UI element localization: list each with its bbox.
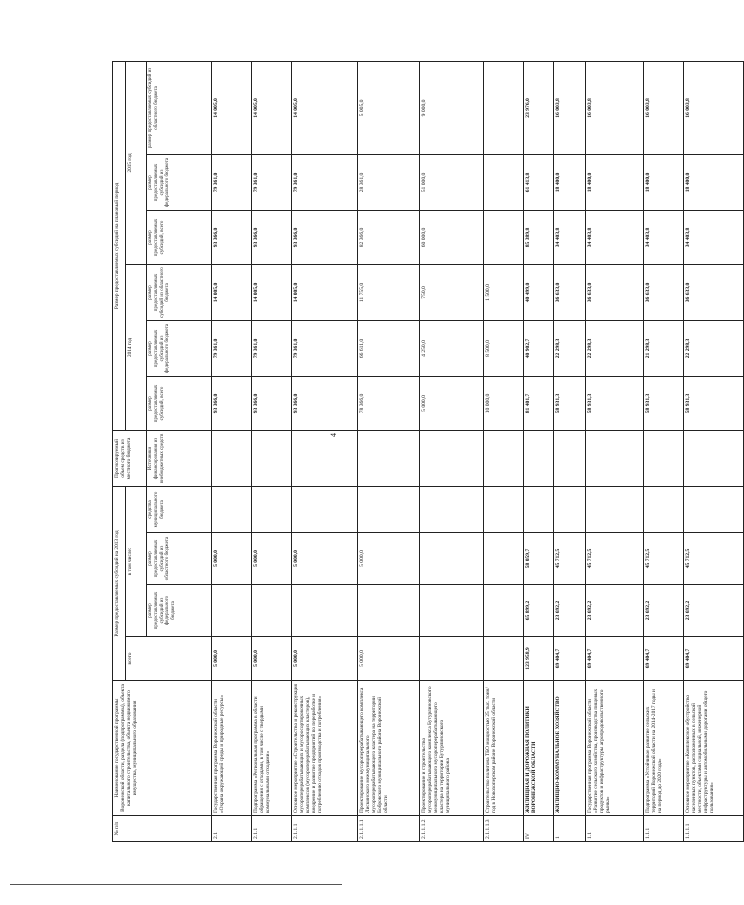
cell-total-2015: 34 403,8 [644,210,684,264]
cell-reg-2015 [484,61,524,154]
cell-total-2014: 58 931,3 [586,376,644,430]
cell-reg-2013: 5 000,0 [292,533,358,585]
cell-total-2015 [484,210,524,264]
footer-rule [10,884,342,885]
cell-fed-2013: 23 692,2 [684,585,744,637]
cell-total-2015: 93 366,0 [292,210,358,264]
header-total: всего [126,637,212,681]
cell-row-name: Проектирование и строительство мусороперерабатывающего комплекса Бутурлиновского межмуниципального мусороперерабатывающего кластера на территории Бутурлиновского муниципального района [420,681,484,816]
table-row [684,61,744,841]
cell-row-number: 1.1.1 [644,816,684,842]
cell-plan-volume [554,430,586,486]
cell-fed-2013: 23 692,2 [644,585,684,637]
cell-fed-2014: 66 611,0 [358,320,420,376]
cell-row-name: ЖИЛИЩНАЯ И ДОРОЖНАЯ ПОЛИТИКИ ВОРОНЕЖСКОЙ ОБЛАСТИ [524,681,554,816]
header-no: № п/п [113,816,212,842]
header-2015: 2015 год [126,61,147,264]
cell-total-2014: 5 000,0 [420,376,484,430]
cell-plan-volume [484,430,524,486]
cell-row-number: 2.1.1.1.1 [358,816,420,842]
header-fed-2015: размер предоставляемых субсидий из федерального бюджета [147,154,212,210]
cell-row-name: Подпрограмма «Устойчивое развитие сельских территорий Воронежской области на 2014-2017 годы и на период до 2020 года» [644,681,684,816]
cell-total-2015: 34 403,8 [684,210,744,264]
cell-fed-2014: 4 250,0 [420,320,484,376]
subsidy-table [112,61,744,842]
cell-reg-2014: 36 633,0 [554,264,586,320]
cell-total-2014: 10 000,0 [484,376,524,430]
cell-total-2013: 123 958,9 [524,637,554,681]
cell-mun-2013 [292,486,358,532]
cell-total-2013: 5 000,0 [212,637,252,681]
cell-reg-2014: 36 633,0 [586,264,644,320]
cell-fed-2015: 18 400,0 [644,154,684,210]
cell-reg-2014: 40 499,0 [524,264,554,320]
cell-reg-2013: 5 000,0 [212,533,252,585]
cell-total-2015: 85 389,8 [524,210,554,264]
cell-fed-2013 [420,585,484,637]
cell-fed-2014: 21 298,3 [644,320,684,376]
cell-plan-volume [358,430,420,486]
cell-row-name: Подпрограмма «Региональная программа в области обращения с отходами, в том числе с твердыми коммунальными отходами» [252,681,292,816]
cell-total-2015: 34 403,8 [554,210,586,264]
cell-reg-2015: 14 005,0 [212,61,252,154]
cell-plan-volume [252,430,292,486]
cell-row-name: Государственная программа Воронежской области «Развитие сельского хозяйства, производства пищевых продуктов и инфраструктуры агропродовольственного рынка» [586,681,644,816]
cell-plan-volume [586,430,644,486]
header-total-2015: размер предоставляемых субсидий, всего [147,210,212,264]
cell-reg-2013: 45 712,5 [644,533,684,585]
cell-total-2014: 81 401,7 [524,376,554,430]
cell-fed-2014: 8 500,0 [484,320,524,376]
cell-fed-2015: 79 361,0 [252,154,292,210]
cell-total-2014: 58 931,3 [554,376,586,430]
cell-row-number: 2.1 [212,816,252,842]
cell-fed-2013 [358,585,420,637]
cell-reg-2015: 14 005,0 [292,61,358,154]
cell-fed-2013 [484,585,524,637]
cell-mun-2013 [212,486,252,532]
cell-mun-2013 [554,486,586,532]
cell-fed-2013 [252,585,292,637]
cell-fed-2015: 28 361,0 [358,154,420,210]
cell-total-2014: 93 366,0 [292,376,358,430]
header-reg-2015: размер предоставляемых субсидий из областного бюджета [147,61,212,154]
cell-reg-2013: 5 000,0 [358,533,420,585]
table-row [292,61,358,841]
table-row [554,61,586,841]
cell-mun-2013 [644,486,684,532]
cell-reg-2015: 23 976,0 [524,61,554,154]
cell-reg-2014: 14 005,0 [212,264,252,320]
cell-plan-volume [644,430,684,486]
cell-fed-2014: 22 298,3 [586,320,644,376]
cell-row-name: Проектирование мусороперерабатывающего комплекса Лискинского межмуниципального мусороперерабатывающего кластера на территории Бобровского муниципального района Воронежской области [358,681,420,816]
cell-fed-2014: 22 298,3 [684,320,744,376]
header-plan-period: Размер предоставляемых субсидий на плановый период [113,61,126,430]
cell-mun-2013 [252,486,292,532]
cell-plan-volume [292,430,358,486]
cell-total-2013: 69 404,7 [554,637,586,681]
cell-fed-2014: 40 902,7 [524,320,554,376]
header-size-2013: Размер предоставляемых субсидий на 2013 год [113,486,126,680]
cell-reg-2013 [420,533,484,585]
cell-total-2015: 93 366,0 [212,210,252,264]
cell-mun-2013 [358,486,420,532]
cell-fed-2013: 23 692,2 [586,585,644,637]
cell-fed-2015: 79 361,0 [292,154,358,210]
cell-row-name: ЖИЛИЩНО-КОММУНАЛЬНОЕ ХОЗЯЙСТВО [554,681,586,816]
page-number: 4 [329,433,338,437]
table-row [644,61,684,841]
cell-plan-volume [212,430,252,486]
cell-mun-2013 [684,486,744,532]
table-body [212,61,744,841]
header-name: Наименование государственной программы Воронежской области, раздела (подпрограммы), объекта капитального строительства, объекта недвижимого имущества, муниципального образования [113,681,212,816]
header-in-that: в том числе: [126,486,147,636]
cell-mun-2013 [586,486,644,532]
cell-fed-2015: 18 400,0 [586,154,644,210]
cell-total-2013: 5 000,0 [252,637,292,681]
cell-total-2015: 93 366,0 [252,210,292,264]
cell-fed-2013 [212,585,252,637]
cell-plan-volume [684,430,744,486]
cell-total-2013 [420,637,484,681]
cell-reg-2013: 5 000,0 [252,533,292,585]
header-fed-2014: размер предоставляемых субсидий из федерального бюджета [147,320,212,376]
cell-row-name: Строительство полигона ТБО мощностью 25 тыс. тонн/год в Новохоперском районе Воронежской области [484,681,524,816]
cell-reg-2014: 14 005,0 [252,264,292,320]
cell-row-number: 1.1 [586,816,644,842]
header-plan-volume: Прогнозируемый объем средств из местного бюджета [113,430,147,486]
cell-fed-2015: 51 000,0 [420,154,484,210]
cell-total-2013: 69 404,7 [644,637,684,681]
cell-fed-2015: 79 361,0 [212,154,252,210]
table-row [420,61,484,841]
cell-total-2014: 93 366,0 [252,376,292,430]
cell-row-number: 1.1.1.1 [684,816,744,842]
cell-reg-2013: 45 712,5 [554,533,586,585]
cell-plan-volume [420,430,484,486]
header-mun-2013: средства муниципального бюджета [147,486,212,532]
cell-reg-2015: 16 003,8 [644,61,684,154]
cell-row-name: Государственная программа Воронежской области «Охрана окружающей среды и природные ресурсы» [212,681,252,816]
cell-reg-2015: 5 005,0 [358,61,420,154]
cell-row-number: 2.1.1.1 [292,816,358,842]
cell-total-2013: 69 404,7 [586,637,644,681]
cell-mun-2013 [484,486,524,532]
table-row [524,61,554,841]
header-fed-2013: размер предоставляемых субсидий из федерального бюджета [147,585,212,637]
rotated-table-container [112,62,716,842]
cell-fed-2014: 22 298,3 [554,320,586,376]
table-row [586,61,644,841]
cell-row-number: 2.1.1 [252,816,292,842]
table-row [484,61,524,841]
cell-total-2013: 5 000,0 [292,637,358,681]
cell-reg-2014: 11 755,0 [358,264,420,320]
cell-reg-2015: 14 005,0 [252,61,292,154]
cell-reg-2013: 45 712,5 [684,533,744,585]
cell-reg-2014: 36 633,0 [644,264,684,320]
cell-reg-2015: 16 003,8 [684,61,744,154]
cell-reg-2015: 9 000,0 [420,61,484,154]
cell-reg-2013: 45 712,5 [586,533,644,585]
cell-row-name: Основное мероприятие «Комплексное обустройство населенных пунктов, расположенных в сельской местности, объектами социальной, инженерной инфраструктуры и автомобильными дорогами общего пользования» [684,681,744,816]
cell-reg-2015: 16 003,8 [586,61,644,154]
cell-row-number: IV [524,816,554,842]
cell-fed-2014: 79 361,0 [292,320,358,376]
cell-reg-2014: 750,0 [420,264,484,320]
header-reg-2013: размер предоставляемых субсидий из областного бюджета [147,533,212,585]
cell-total-2014: 58 931,3 [644,376,684,430]
table-row [252,61,292,841]
cell-reg-2014: 1 500,0 [484,264,524,320]
cell-mun-2013 [524,486,554,532]
cell-fed-2015 [484,154,524,210]
cell-reg-2014: 36 633,0 [684,264,744,320]
header-2014: 2014 год [126,264,147,430]
cell-total-2015: 82 366,0 [358,210,420,264]
header-reg-2014: размер предоставляемых субсидий из областного бюджета [147,264,212,320]
table-row [212,61,252,841]
header-total-2014: размер предоставляемых субсидий, всего [147,376,212,430]
cell-reg-2013: 58 059,7 [524,533,554,585]
cell-total-2014: 78 366,0 [358,376,420,430]
cell-row-name: Основное мероприятие «Строительство и реконструкция мусороперерабатывающих и мусоросортировочных комплексов (мусороперерабатывающих кластеров), внедрение и развитие предприятий по переработке и потреблению отходов производства и потребления» [292,681,358,816]
header-other-sources: Источники финансирования из внебюджетных средств [147,430,212,486]
cell-fed-2013 [292,585,358,637]
cell-total-2013: 5 000,0 [358,637,420,681]
cell-mun-2013 [420,486,484,532]
cell-fed-2013: 23 692,2 [554,585,586,637]
table-row [358,61,420,841]
cell-total-2013 [484,637,524,681]
cell-fed-2015: 18 400,0 [684,154,744,210]
cell-total-2015: 60 000,0 [420,210,484,264]
cell-reg-2014: 14 005,0 [292,264,358,320]
cell-total-2015: 34 403,8 [586,210,644,264]
cell-fed-2015: 18 400,0 [554,154,586,210]
cell-fed-2014: 79 361,0 [212,320,252,376]
cell-row-number: 1 [554,816,586,842]
cell-total-2014: 58 931,3 [684,376,744,430]
cell-reg-2015: 16 003,8 [554,61,586,154]
cell-reg-2013 [484,533,524,585]
cell-row-number: 2.1.1.1.2 [420,816,484,842]
cell-total-2013: 69 404,7 [684,637,744,681]
cell-plan-volume [524,430,554,486]
cell-row-number: 2.1.1.1.3 [484,816,524,842]
cell-fed-2015: 61 413,8 [524,154,554,210]
cell-fed-2013: 65 899,2 [524,585,554,637]
cell-total-2014: 93 366,0 [212,376,252,430]
cell-fed-2014: 79 361,0 [252,320,292,376]
